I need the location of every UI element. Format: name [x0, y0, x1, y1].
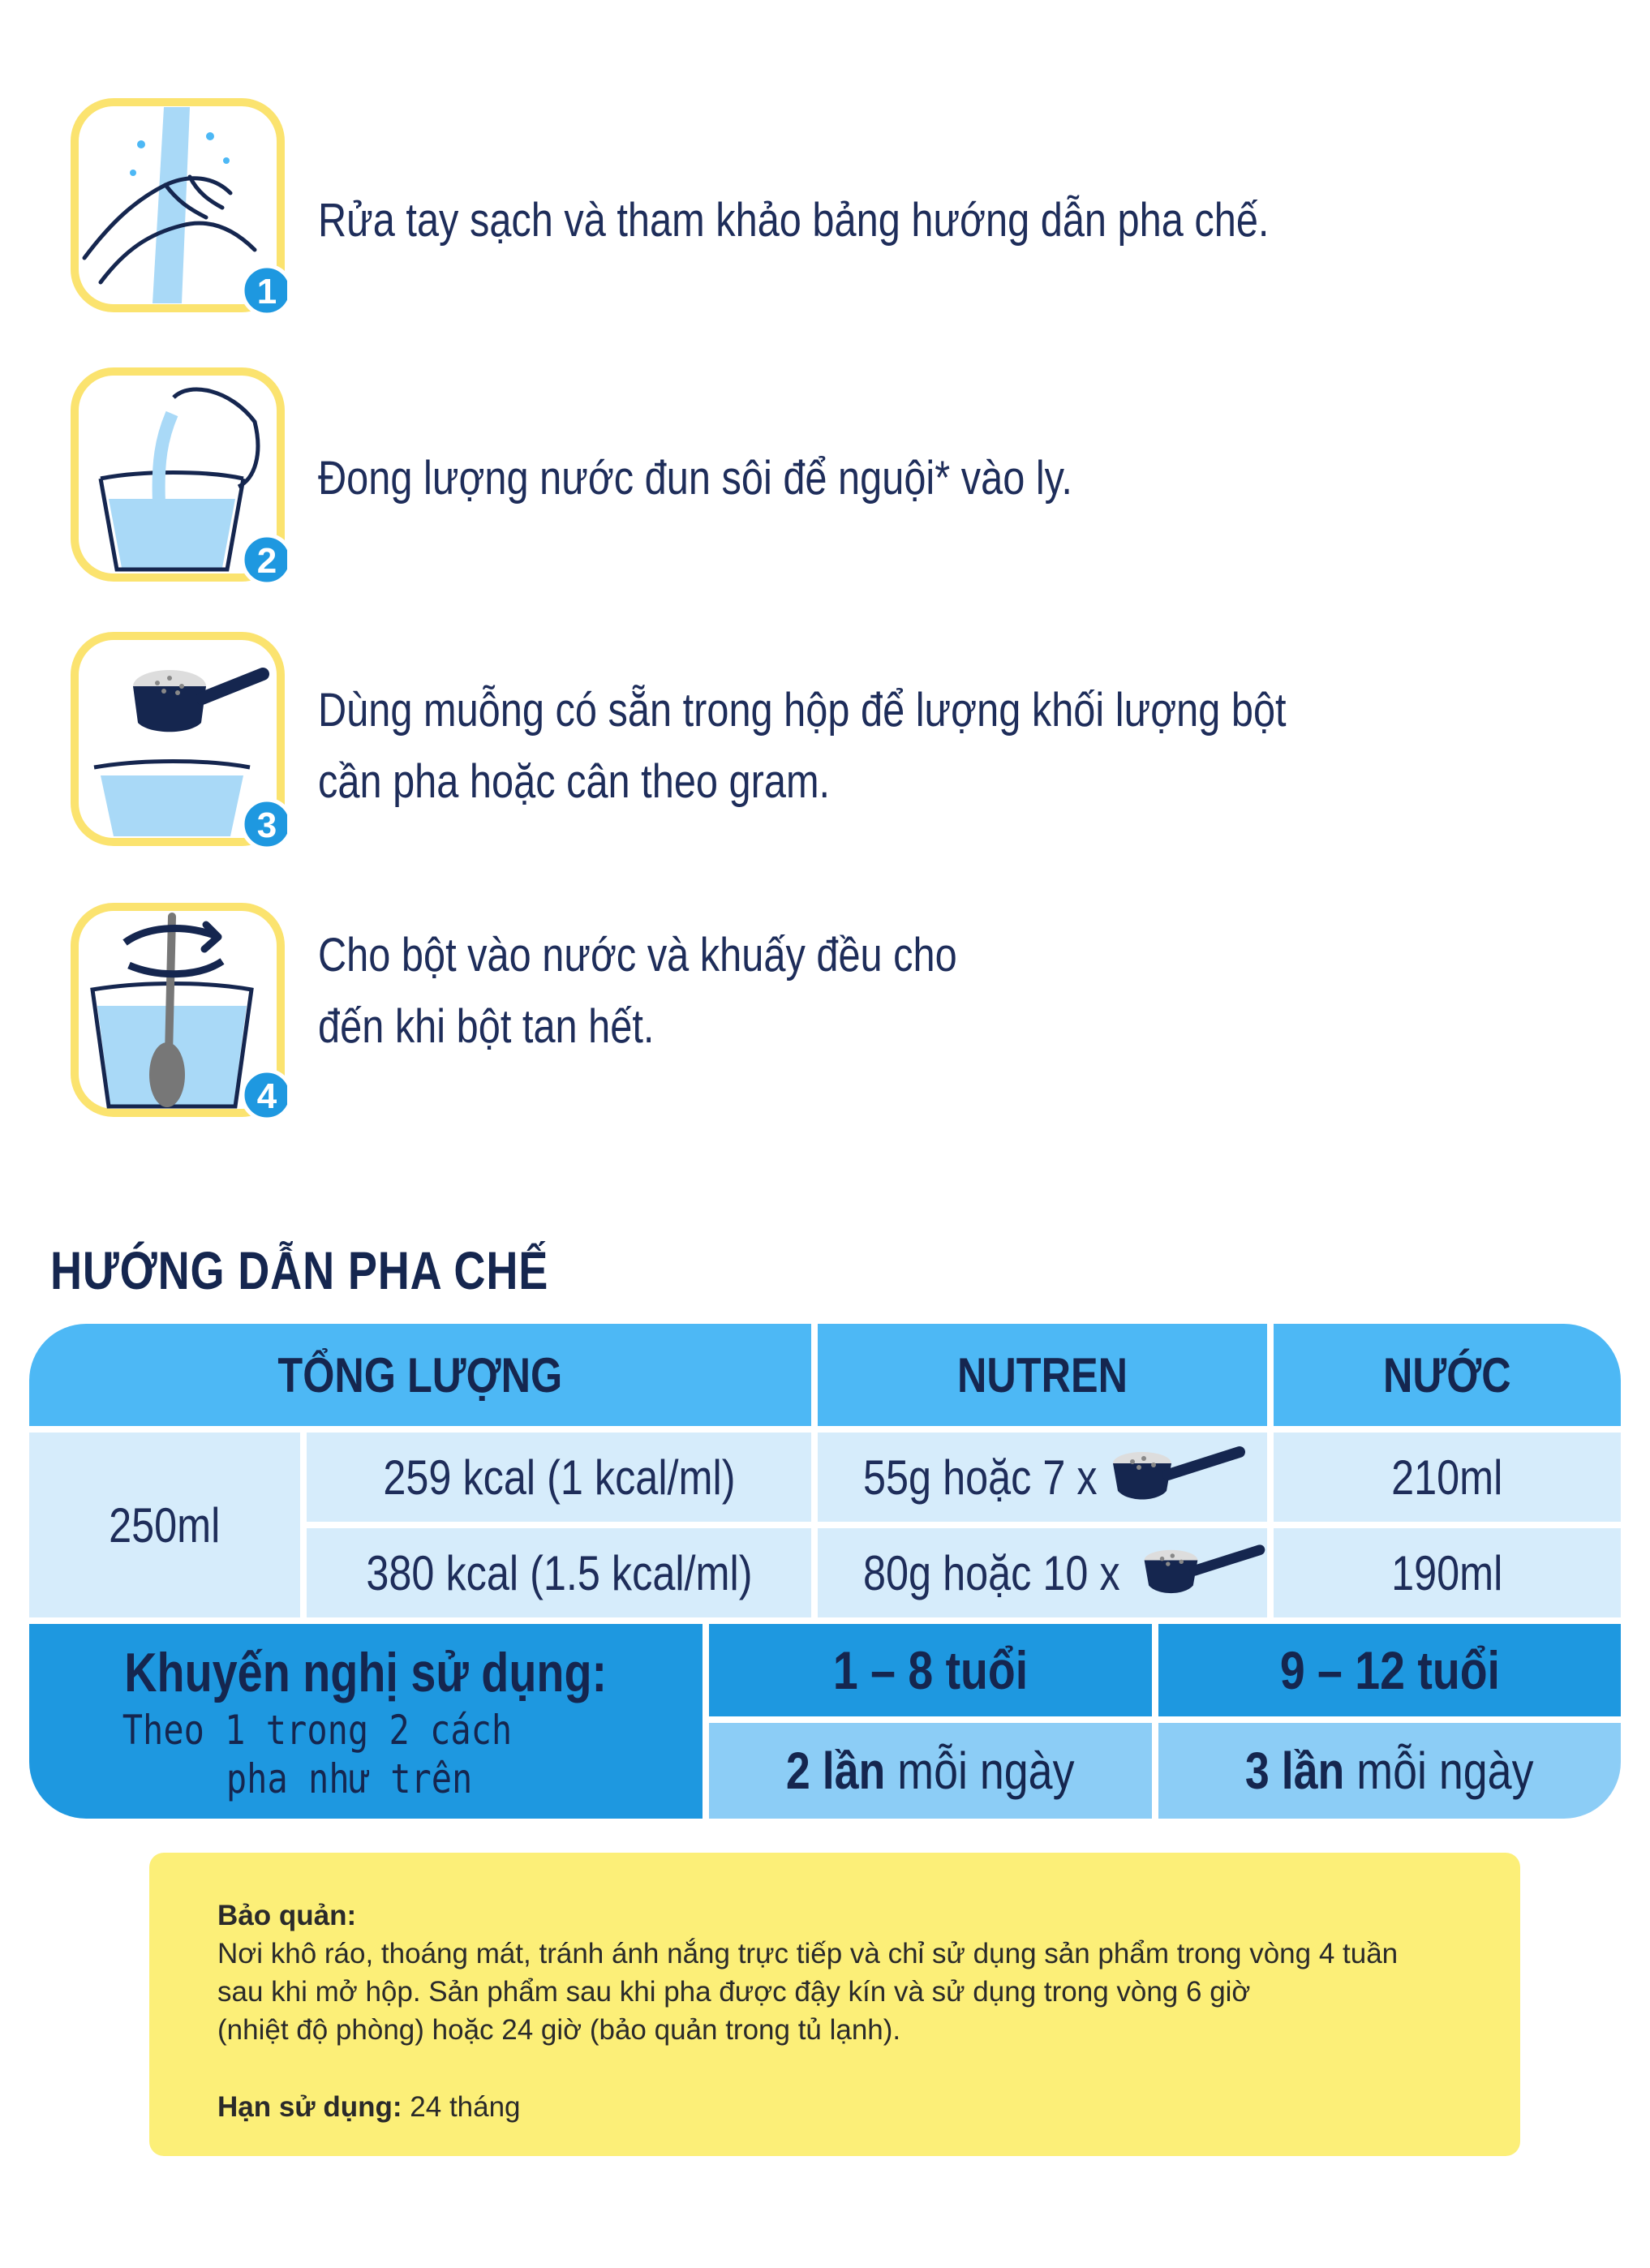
scoop-powder-icon: [68, 629, 287, 848]
storage-note: [149, 1853, 1520, 2156]
recommendation-title: Khuyến nghị sử dụng:: [124, 1642, 608, 1703]
frequency-unit: mỗi ngày: [885, 1742, 1075, 1800]
volume-cell: 250ml: [29, 1433, 300, 1617]
scoop-icon: [1141, 1536, 1267, 1609]
header-product: NUTREN: [818, 1324, 1267, 1426]
step-number-badge: 2: [256, 541, 277, 581]
step-line: đến khi bột tan hết.: [318, 1000, 655, 1053]
hand-wash-icon: [68, 96, 287, 315]
scoop-icon: [1110, 1441, 1248, 1514]
step-3: [0, 629, 1650, 857]
step-line: Cho bột vào nước và khuấy đều cho: [318, 929, 957, 982]
guide-title: HƯỚNG DẪN PHA CHẾ: [50, 1240, 549, 1300]
step-text: [318, 920, 957, 1063]
step-line: Rửa tay sạch và tham khảo bảng hướng dẫn pha chế.: [318, 194, 1270, 247]
step-line: cần pha hoặc cân theo gram.: [318, 755, 831, 808]
step-number-badge: 1: [256, 272, 277, 311]
step-line: Dùng muỗng có sẵn trong hộp để lượng khối lượng bột: [318, 684, 1287, 737]
water-cell: 210ml: [1274, 1433, 1621, 1522]
step-number-badge: 3: [256, 805, 277, 845]
step-text: [318, 675, 1287, 818]
energy-cell: 380 kcal (1.5 kcal/ml): [307, 1528, 811, 1617]
frequency-cell: [709, 1723, 1152, 1819]
step-number-badge: 4: [256, 1076, 277, 1116]
frequency-count: 2 lần: [786, 1742, 886, 1800]
recommendation-cell: [29, 1624, 703, 1819]
storage-line: (nhiệt độ phòng) hoặc 24 giờ (bảo quản trong tủ lạnh).: [217, 2014, 901, 2046]
frequency-unit: mỗi ngày: [1344, 1742, 1534, 1800]
step-line: Đong lượng nước đun sôi để nguội* vào ly.: [318, 452, 1072, 505]
recommendation-subtitle: pha như trên: [226, 1755, 473, 1802]
water-cell: 190ml: [1274, 1528, 1621, 1617]
frequency-cell: [1158, 1723, 1621, 1819]
recommendation-subtitle: Theo 1 trong 2 cách: [122, 1707, 513, 1754]
step-2: [0, 365, 1650, 592]
expiry-line: [217, 2088, 1452, 2126]
preparation-table: [29, 1324, 1621, 1819]
powder-cell: 80g hoặc 10 x: [818, 1528, 1267, 1617]
age-group-cell: 1 – 8 tuổi: [709, 1624, 1152, 1716]
header-total: TỔNG LƯỢNG: [29, 1324, 811, 1426]
pour-water-icon: [68, 365, 287, 584]
storage-line: sau khi mở hộp. Sản phẩm sau khi pha được đậy kín và sử dụng trong vòng 6 giờ: [217, 1976, 1251, 2008]
expiry-value: 24 tháng: [402, 2091, 521, 2123]
frequency-count: 3 lần: [1245, 1742, 1345, 1800]
energy-cell: 259 kcal (1 kcal/ml): [307, 1433, 811, 1522]
step-1: [0, 96, 1650, 323]
step-text: [318, 185, 1269, 256]
storage-title: Bảo quản:: [217, 1900, 357, 1931]
expiry-label: Hạn sử dụng:: [217, 2091, 402, 2123]
stir-icon: [68, 900, 287, 1119]
age-group-cell: 9 – 12 tuổi: [1158, 1624, 1621, 1716]
step-text: [318, 443, 1072, 514]
step-4: [0, 900, 1650, 1128]
storage-line: Nơi khô ráo, thoáng mát, tránh ánh nắng trực tiếp và chỉ sử dụng sản phẩm trong vòng 4 tuần: [217, 1938, 1399, 1969]
powder-cell: 55g hoặc 7 x: [818, 1433, 1267, 1522]
header-water: NƯỚC: [1274, 1324, 1621, 1426]
